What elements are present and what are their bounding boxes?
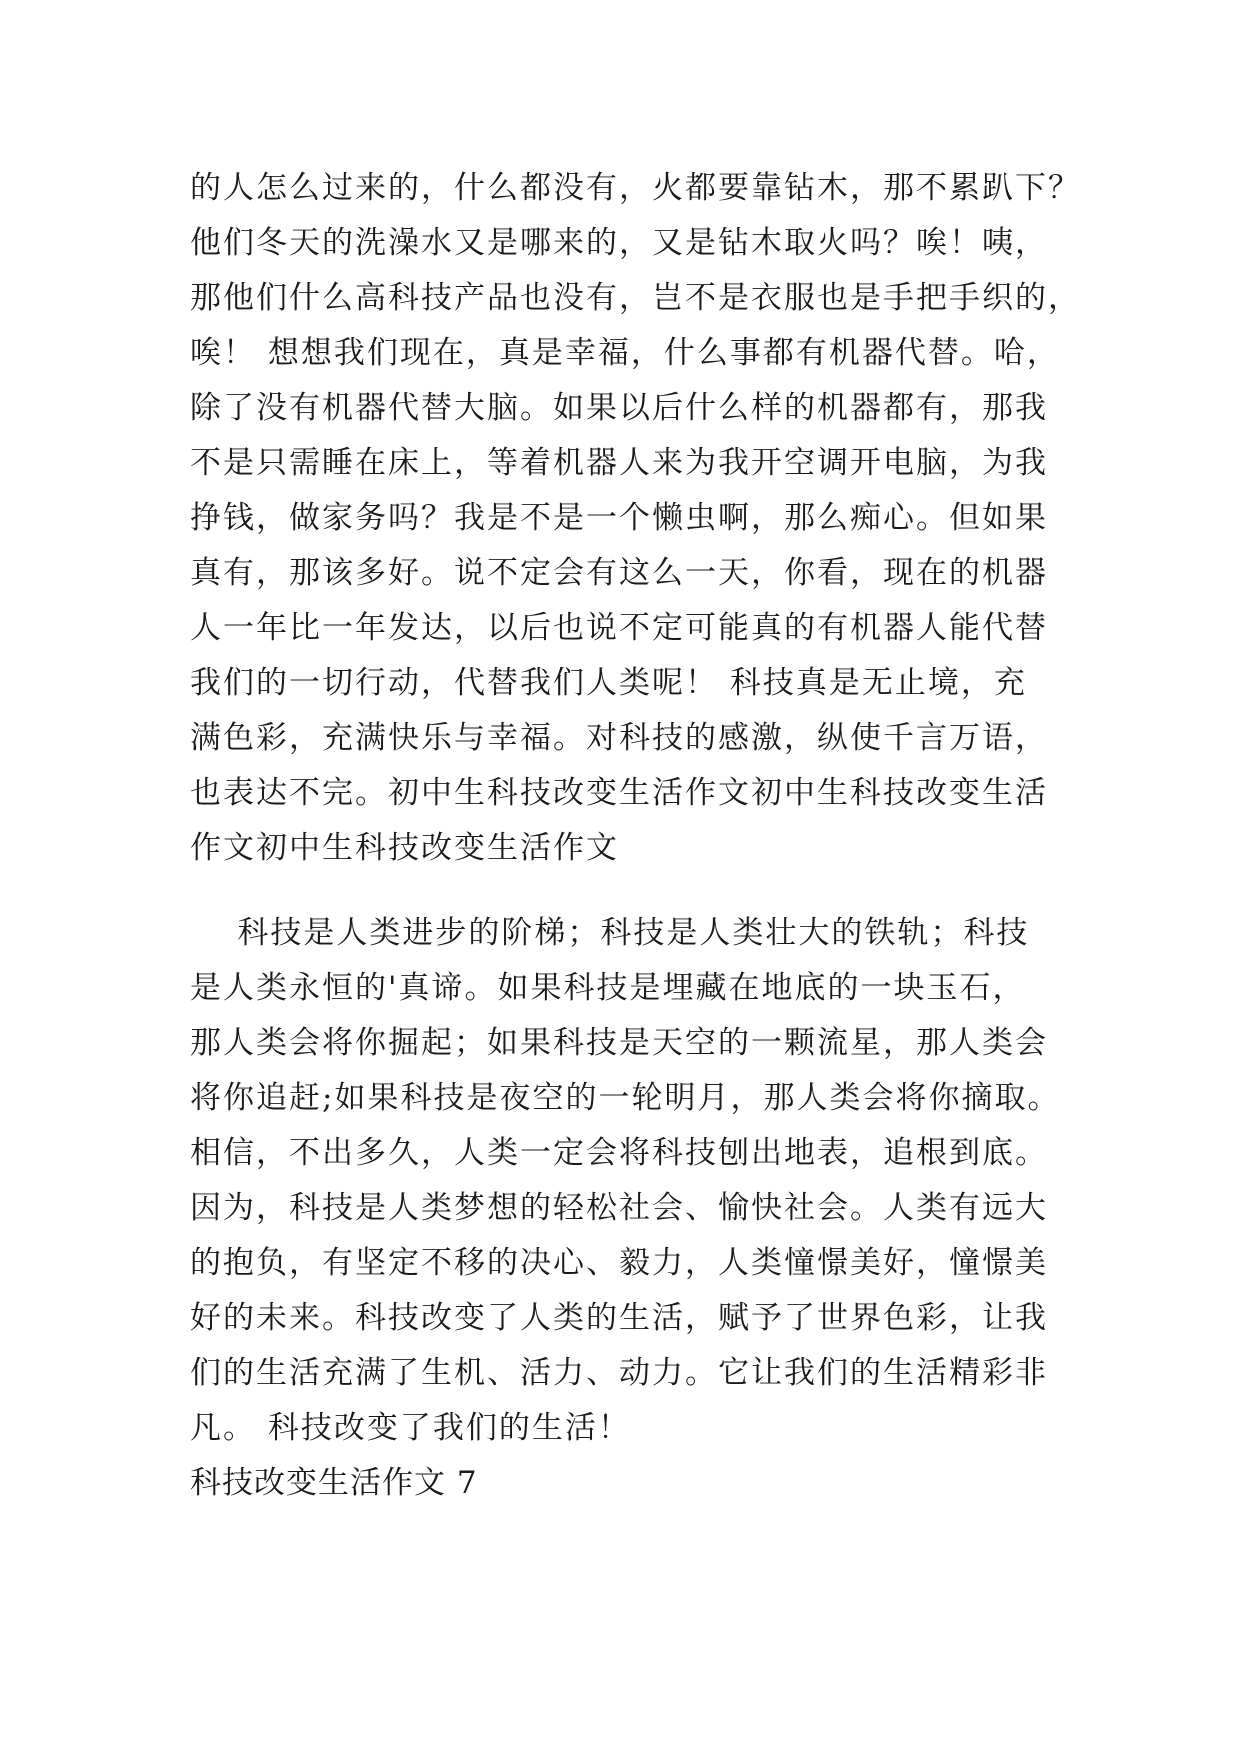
text-line: 凡。 科技改变了我们的生活！	[190, 1410, 631, 1446]
text-line: 科技是人类进步的阶梯；科技是人类壮大的铁轨；科技	[190, 915, 1030, 951]
text-line: 的人怎么过来的，什么都没有，火都要靠钻木，那不累趴下？	[190, 170, 1081, 206]
text-line: 挣钱，做家务吗？我是不是一个懒虫啊，那么痴心。但如果	[190, 500, 1048, 536]
text-line: 满色彩，充满快乐与幸福。对科技的感激，纵使千言万语，	[190, 720, 1048, 756]
text-line: 们的生活充满了生机、活力、动力。它让我们的生活精彩非	[190, 1355, 1048, 1391]
text-line: 人一年比一年发达，以后也说不定可能真的有机器人能代替	[190, 610, 1048, 646]
text-line: 相信，不出多久，人类一定会将科技刨出地表，追根到底。	[190, 1135, 1048, 1171]
text-line: 他们冬天的洗澡水又是哪来的，又是钻木取火吗？唉！咦，	[190, 225, 1048, 261]
text-line: 唉！ 想想我们现在，真是幸福，什么事都有机器代替。哈，	[190, 335, 1060, 371]
text-line: 将你追赶;如果科技是夜空的一轮明月，那人类会将你摘取。	[190, 1080, 1061, 1116]
text-line: 那人类会将你掘起；如果科技是天空的一颗流星，那人类会	[190, 1025, 1048, 1061]
text-line: 我们的一切行动，代替我们人类呢！ 科技真是无止境，充	[190, 665, 1027, 701]
text-line: 因为，科技是人类梦想的轻松社会、愉快社会。人类有远大	[190, 1190, 1048, 1226]
text-line: 真有，那该多好。说不定会有这么一天，你看，现在的机器	[190, 555, 1048, 591]
text-line: 的抱负，有坚定不移的决心、毅力，人类憧憬美好，憧憬美	[190, 1245, 1048, 1281]
text-line: 除了没有机器代替大脑。如果以后什么样的机器都有，那我	[190, 390, 1048, 426]
text-line: 那他们什么高科技产品也没有，岂不是衣服也是手把手织的，	[190, 280, 1081, 316]
text-line: 不是只需睡在床上，等着机器人来为我开空调开电脑，为我	[190, 445, 1048, 481]
text-line: 是人类永恒的'真谛。如果科技是埋藏在地底的一块玉石，	[190, 970, 1026, 1006]
section-heading: 科技改变生活作文 7	[190, 1465, 478, 1501]
text-line: 作文初中生科技改变生活作文	[190, 830, 619, 866]
text-line: 也表达不完。初中生科技改变生活作文初中生科技改变生活	[190, 775, 1048, 811]
text-line: 好的未来。科技改变了人类的生活，赋予了世界色彩，让我	[190, 1300, 1048, 1336]
